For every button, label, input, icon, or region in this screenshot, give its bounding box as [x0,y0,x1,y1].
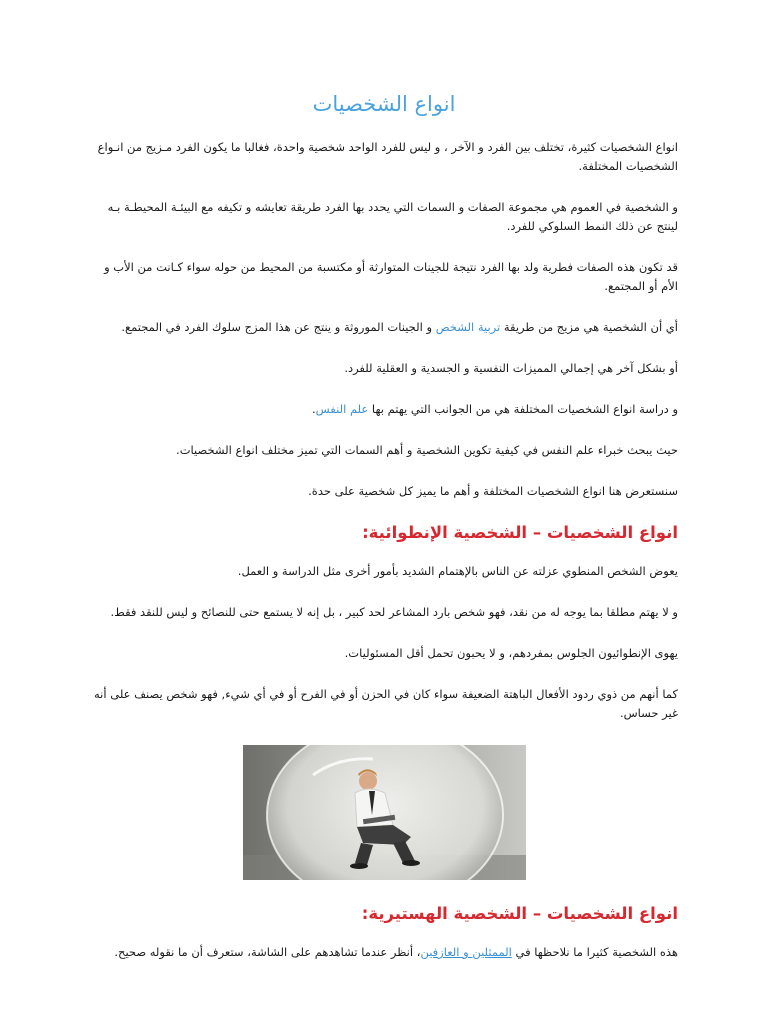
intro-paragraph-1: انواع الشخصيات كثيرة، تختلف بين الفرد و الآخر ، و ليس للفرد الواحد شخصية واحدة، فغالبا ما يكون الفرد مـزيج من انـواع الشخصيات المختلفة. [97,140,678,173]
psychology-link[interactable]: علم النفس [315,402,369,416]
page-title: انواع الشخصيات [312,92,456,116]
person-in-bubble-photo-icon [243,745,526,880]
paragraph-text: و دراسة انواع الشخصيات المختلفة هي من الجوانب التي يهتم بها [368,402,678,416]
photo-container [90,745,678,880]
intro-paragraph-2: و الشخصية في العموم هي مجموعة الصفات و السمات التي يحدد بها الفرد طريقة تعايشه و تكيفه مع البيئـة المحيطـة بـه لينتج عن ذلك النمط السلوكي للفرد. [107,200,678,233]
paragraph-text: و الجينات الموروثة و ينتج عن هذا المزج سلوك الفرد في المجتمع. [121,320,436,334]
upbringing-link[interactable]: تربية الشخص [435,320,501,334]
intro-paragraph-4 [90,318,678,337]
section-heading-hysterical: انواع الشخصيات – الشخصية الهستيرية: [361,904,678,923]
hysterical-paragraph-1 [90,943,678,962]
paragraph-text: . [311,402,316,416]
intro-paragraph-5: أو بشكل آخر هي إجمالي المميزات النفسية و الجسدية و العقلية للفرد. [344,361,678,375]
actors-musicians-link[interactable]: الممثلين و العازفين [420,945,512,959]
intro-paragraph-7: حيث يبحث خبراء علم النفس في كيفية تكوين الشخصية و أهم السمات التي تميز مختلف انواع الشخصيات. [176,443,678,457]
paragraph-text: أي أن الشخصية هي مزيج من طريقة [500,320,678,334]
introvert-paragraph-2: و لا يهتم مطلقا بما يوجه له من نقد، فهو شخص بارد المشاعر لحد كبير ، بل إنه لا يستمع حتى للنصائح و ليس للنقد فقط. [110,605,678,619]
paragraph-text: ، أنظر عندما تشاهدهم على الشاشة، ستعرف أن ما نقوله صحيح. [114,945,421,959]
section-heading-introvert: انواع الشخصيات – الشخصية الإنطوائية: [362,523,678,542]
intro-paragraph-8: سنستعرض هنا انواع الشخصيات المختلفة و أهم ما يميز كل شخصية على حدة. [308,484,678,498]
intro-paragraph-6 [90,400,678,419]
intro-paragraph-3: قد تكون هذه الصفات فطرية ولد بها الفرد نتيجة للجينات المتوارثة أو مكتسبة من المحيط من حوله سواء كـانت من الأب و الأم أو المجتمع. [104,260,678,293]
paragraph-text: هذه الشخصية كثيرا ما نلاحظها في [511,945,678,959]
introvert-paragraph-3: يهوى الإنطوائيون الجلوس بمفردهم، و لا يحبون تحمل أقل المسئوليات. [344,646,678,660]
introvert-paragraph-4: كما أنهم من ذوي ردود الأفعال الباهتة الضعيفة سواء كان في الحزن أو في الفرح أو في أي شيء, فهو شخص يصنف على أنه غير حساس. [94,687,678,720]
introvert-paragraph-1: يعوض الشخص المنطوي عزلته عن الناس بالإهتمام الشديد بأمور أخرى مثل الدراسة و العمل. [237,564,678,578]
